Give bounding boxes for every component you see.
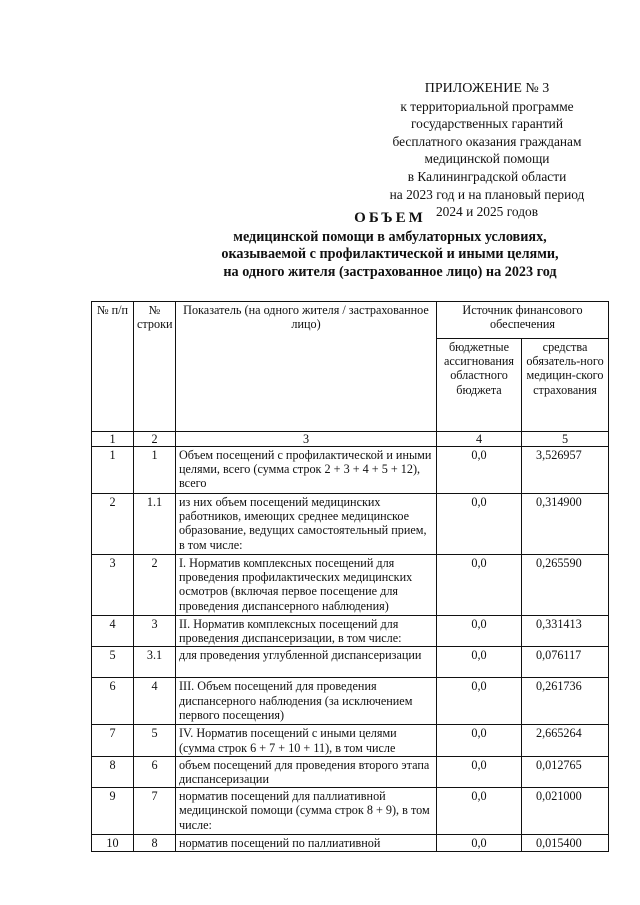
cell-row: 6 (134, 756, 176, 787)
cell-num: 4 (92, 616, 134, 647)
cell-num: 8 (92, 756, 134, 787)
table-row (92, 678, 609, 725)
table-row (92, 647, 609, 678)
table-row (92, 756, 609, 787)
cell-row: 2 (134, 555, 176, 616)
index-row (92, 432, 609, 447)
header-source: Источник финансового обеспечения (437, 302, 609, 339)
cell-row: 1 (134, 447, 176, 494)
index-cell: 1 (92, 432, 134, 447)
cell-num: 2 (92, 494, 134, 555)
table-row (92, 835, 609, 852)
cell-oms: 0,265590 (522, 555, 609, 616)
table-row (92, 725, 609, 756)
cell-num: 7 (92, 725, 134, 756)
title-line: оказываемой с профилактической и иными целями, (221, 246, 559, 262)
cell-budget: 0,0 (437, 616, 522, 647)
cell-indicator: Объем посещений с профилактической и иными целями, всего (сумма строк 2 + 3 + 4 + 5 + 12), всего (176, 447, 437, 494)
cell-indicator: из них объем посещений медицинских работников, имеющих среднее медицинское образование, ведущих самостоятельный прием, в том числе: (176, 494, 437, 555)
cell-indicator: норматив посещений по паллиативной (176, 835, 437, 852)
header-row (92, 302, 609, 339)
cell-row: 3.1 (134, 647, 176, 678)
cell-oms: 2,665264 (522, 725, 609, 756)
cell-budget: 0,0 (437, 756, 522, 787)
cell-num: 1 (92, 447, 134, 494)
cell-oms: 0,331413 (522, 616, 609, 647)
cell-oms: 3,526957 (522, 447, 609, 494)
cell-num: 10 (92, 835, 134, 852)
cell-num: 5 (92, 647, 134, 678)
table-row (92, 447, 609, 494)
cell-oms: 0,012765 (522, 756, 609, 787)
appendix-line: медицинской помощи (424, 151, 550, 167)
cell-budget: 0,0 (437, 835, 522, 852)
index-cell: 3 (176, 432, 437, 447)
document-title (100, 210, 640, 281)
cell-indicator: IV. Норматив посещений с иными целями (сумма строк 6 + 7 + 10 + 11), в том числе (176, 725, 437, 756)
volume-table (91, 301, 609, 852)
cell-num: 3 (92, 555, 134, 616)
cell-num: 9 (92, 788, 134, 835)
appendix-line: в Калининградской области (407, 168, 567, 184)
title-main: ОБЪЕМ (354, 210, 426, 226)
cell-budget: 0,0 (437, 447, 522, 494)
table-row (92, 494, 609, 555)
header-row-num: № строки (134, 302, 176, 432)
cell-row: 4 (134, 678, 176, 725)
header-num: № п/п (92, 302, 134, 432)
cell-indicator: I. Норматив комплексных посещений для проведения профилактических медицинских осмотров (включая первое посещение для проведения диспансерного наблюдения) (176, 555, 437, 616)
cell-budget: 0,0 (437, 494, 522, 555)
cell-indicator: II. Норматив комплексных посещений для проведения диспансеризации, в том числе: (176, 616, 437, 647)
cell-budget: 0,0 (437, 725, 522, 756)
cell-budget: 0,0 (437, 555, 522, 616)
index-cell: 2 (134, 432, 176, 447)
table-row (92, 616, 609, 647)
appendix-block (360, 80, 614, 221)
cell-row: 7 (134, 788, 176, 835)
cell-oms: 0,261736 (522, 678, 609, 725)
appendix-line: государственных гарантий (410, 116, 564, 132)
cell-row: 1.1 (134, 494, 176, 555)
table-row (92, 555, 609, 616)
cell-indicator: норматив посещений для паллиативной медицинской помощи (сумма строк 8 + 9), в том числе: (176, 788, 437, 835)
cell-indicator: для проведения углубленной диспансеризации (176, 647, 437, 678)
table-row (92, 788, 609, 835)
title-line: на одного жителя (застрахованное лицо) на 2023 год (223, 263, 557, 280)
index-cell: 5 (522, 432, 609, 447)
cell-budget: 0,0 (437, 647, 522, 678)
cell-oms: 0,314900 (522, 494, 609, 555)
cell-oms: 0,076117 (522, 647, 609, 678)
cell-oms: 0,021000 (522, 788, 609, 835)
cell-indicator: объем посещений для проведения второго этапа диспансеризации (176, 756, 437, 787)
appendix-line: 2024 и 2025 годов (435, 204, 539, 220)
cell-num: 6 (92, 678, 134, 725)
appendix-line: бесплатного оказания гражданам (392, 133, 582, 149)
cell-budget: 0,0 (437, 788, 522, 835)
cell-indicator: III. Объем посещений для проведения диспансерного наблюдения (за исключением первого посещения) (176, 678, 437, 725)
cell-row: 8 (134, 835, 176, 852)
cell-row: 5 (134, 725, 176, 756)
cell-budget: 0,0 (437, 678, 522, 725)
header-budget: бюджетные ассигнования областного бюджета (437, 339, 522, 432)
index-cell: 4 (437, 432, 522, 447)
appendix-line: к территориальной программе (400, 98, 574, 114)
appendix-line: ПРИЛОЖЕНИЕ № 3 (424, 81, 550, 96)
title-line: медицинской помощи в амбулаторных условиях, (233, 228, 547, 245)
appendix-line: на 2023 год и на плановый период (389, 186, 585, 202)
header-indicator: Показатель (на одного жителя / застрахованное лицо) (176, 302, 437, 432)
cell-row: 3 (134, 616, 176, 647)
cell-oms: 0,015400 (522, 835, 609, 852)
header-oms: средства обязатель-ного медицин-ского страхования (522, 339, 609, 432)
